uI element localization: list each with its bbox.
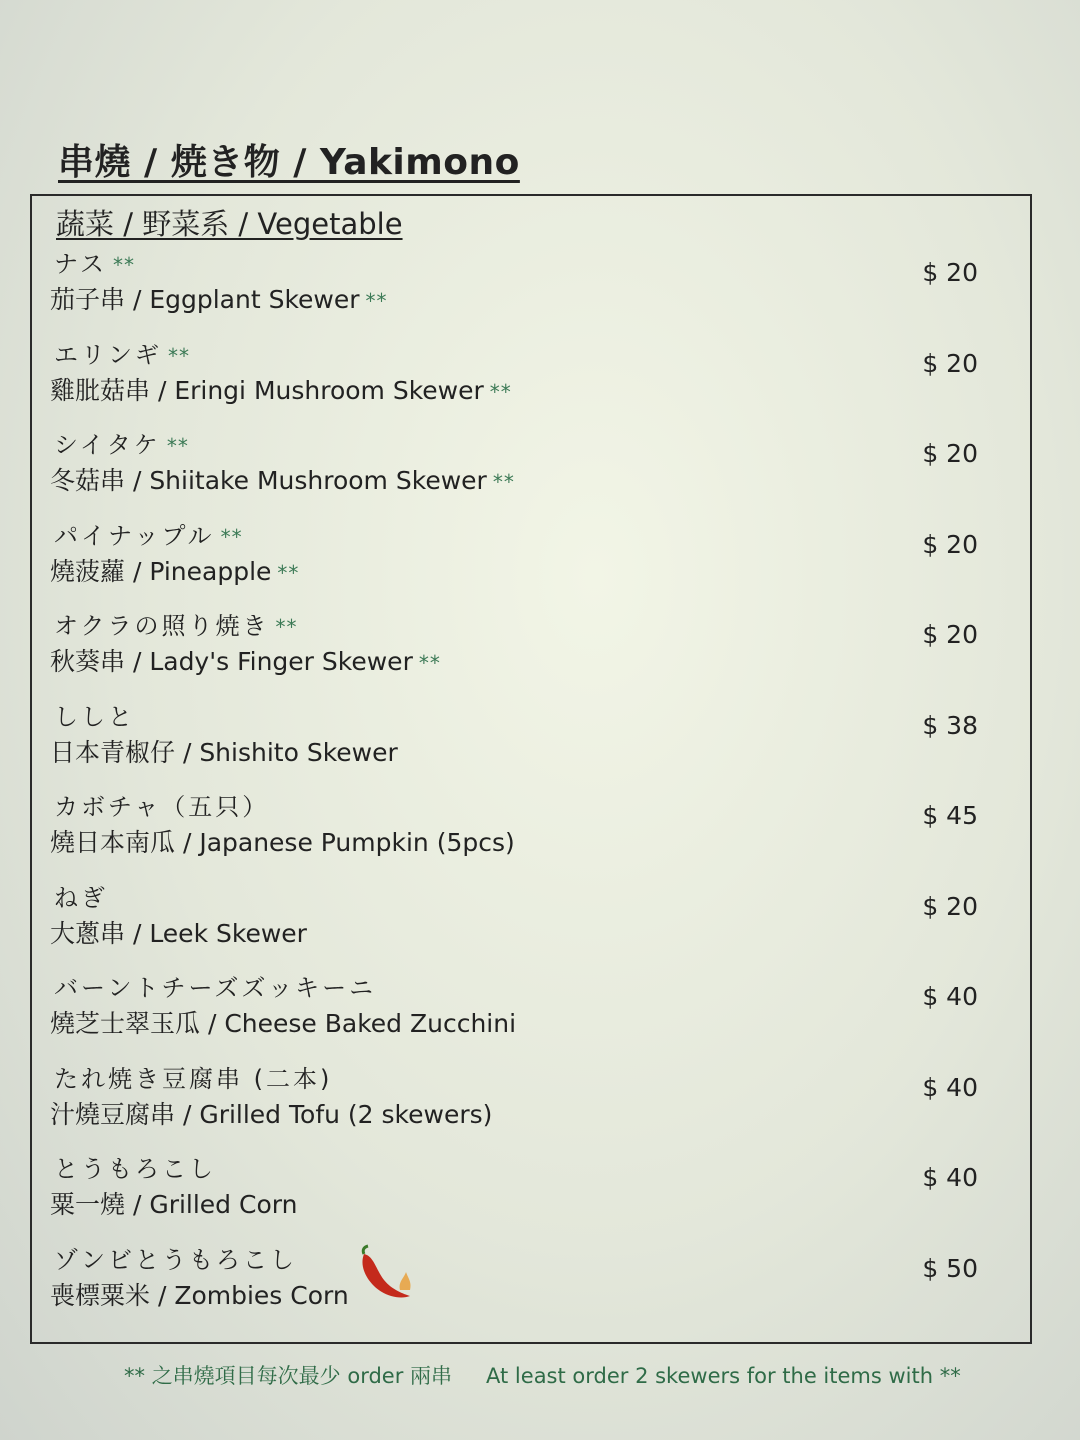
item-english-text: 燒菠蘿 / Pineapple <box>50 556 272 586</box>
item-price: $ 20 <box>922 620 978 649</box>
min-order-mark: ** <box>166 434 189 458</box>
item-japanese-text: ねぎ <box>54 883 108 912</box>
item-japanese-text: シイタケ <box>54 431 161 459</box>
item-english-name <box>50 1004 516 1040</box>
item-english-text: 雞肶菇串 / Eringi Mushroom Skewer <box>50 375 484 405</box>
item-price: $ 20 <box>922 891 978 921</box>
menu-item <box>42 968 1022 1059</box>
item-english-text: 大蔥串 / Leek Skewer <box>50 918 307 948</box>
item-japanese-text: オクラの照り焼き <box>54 612 270 640</box>
item-english-name <box>50 1276 349 1312</box>
menu-item <box>42 1240 1022 1331</box>
item-english-name <box>50 642 441 678</box>
item-english-name <box>50 280 388 316</box>
item-japanese-text: バーントチーズズッキーニ <box>54 974 377 1002</box>
item-english-name <box>50 914 307 950</box>
item-english-name <box>50 371 512 407</box>
item-japanese-name <box>54 606 298 641</box>
menu-item <box>42 516 1022 607</box>
item-price: $ 50 <box>922 1253 978 1283</box>
page-title: 串燒 / 焼き物 / Yakimono <box>58 142 520 183</box>
min-order-mark: ** <box>492 470 515 494</box>
item-price: $ 20 <box>922 258 978 287</box>
item-price: $ 20 <box>922 439 978 468</box>
item-japanese-name <box>54 697 135 732</box>
item-price: $ 40 <box>922 982 978 1011</box>
item-english-text: 喪標粟米 / Zombies Corn <box>50 1280 349 1310</box>
item-english-name <box>50 823 515 859</box>
item-price: $ 45 <box>922 801 978 830</box>
item-english-name <box>50 461 515 497</box>
chili-pepper-icon <box>354 1244 418 1302</box>
min-order-mark: ** <box>365 289 388 313</box>
item-english-name <box>50 733 398 769</box>
item-japanese-text: たれ焼き豆腐串 (二本) <box>54 1064 333 1093</box>
item-price: $ 20 <box>922 529 978 559</box>
menu-items <box>42 244 1022 1330</box>
item-japanese-text: ゾンビとうもろこし <box>54 1245 297 1274</box>
footer-note-chinese: ** 之串燒項目每次最少 order 兩串 <box>124 1364 453 1388</box>
item-english-text: 冬菇串 / Shiitake Mushroom Skewer <box>50 466 487 495</box>
menu-item <box>42 787 1022 878</box>
item-price: $ 20 <box>922 348 978 378</box>
item-english-text: 燒日本南瓜 / Japanese Pumpkin (5pcs) <box>50 828 515 857</box>
item-japanese-text: ししと <box>54 702 135 731</box>
menu-item <box>42 1059 1022 1150</box>
min-order-mark: ** <box>220 524 243 549</box>
menu-item <box>42 697 1022 788</box>
item-japanese-text: カボチャ（五只） <box>54 793 270 821</box>
min-order-mark: ** <box>489 379 512 404</box>
item-price: $ 40 <box>922 1163 978 1192</box>
item-japanese-text: パイナップル <box>54 521 215 550</box>
menu-item <box>42 244 1022 335</box>
menu-box <box>30 194 1032 1344</box>
item-japanese-name <box>54 1240 297 1275</box>
item-price: $ 40 <box>922 1072 978 1102</box>
menu-item <box>42 606 1022 697</box>
item-japanese-name <box>54 335 190 370</box>
item-japanese-name <box>54 1149 216 1184</box>
item-english-name <box>50 1185 297 1221</box>
menu-item <box>42 1149 1022 1240</box>
item-english-text: 粟一燒 / Grilled Corn <box>50 1190 298 1219</box>
min-order-mark: ** <box>168 343 190 368</box>
menu-item <box>42 878 1022 969</box>
item-japanese-name <box>54 244 135 279</box>
footer-note-english: At least order 2 skewers for the items with ** <box>486 1364 961 1388</box>
min-order-mark: ** <box>277 560 300 585</box>
item-english-text: 日本青椒仔 / Shishito Skewer <box>50 737 398 767</box>
menu-item <box>42 425 1022 516</box>
item-japanese-text: ナス <box>54 250 108 278</box>
item-english-text: 茄子串 / Eggplant Skewer <box>50 285 360 314</box>
item-japanese-name <box>54 1059 332 1094</box>
item-english-text: 汁燒豆腐串 / Grilled Tofu (2 skewers) <box>50 1099 493 1129</box>
footer-note <box>124 1360 961 1390</box>
item-japanese-name <box>54 425 189 460</box>
item-english-name <box>50 1095 492 1131</box>
min-order-mark: ** <box>113 253 136 277</box>
item-japanese-text: エリンギ <box>54 340 162 369</box>
item-price: $ 38 <box>922 710 978 740</box>
item-japanese-name <box>54 787 269 822</box>
item-japanese-name <box>54 516 243 551</box>
section-title: 蔬菜 / 野菜系 / Vegetable <box>56 207 403 241</box>
item-japanese-text: とうもろこし <box>54 1155 216 1183</box>
item-japanese-name <box>54 968 376 1003</box>
item-english-name <box>50 552 299 588</box>
item-japanese-name <box>54 878 108 913</box>
item-english-text: 燒芝士翠玉瓜 / Cheese Baked Zucchini <box>50 1009 517 1038</box>
min-order-mark: ** <box>275 615 298 639</box>
item-english-text: 秋葵串 / Lady's Finger Skewer <box>50 647 413 676</box>
menu-item <box>42 335 1022 426</box>
min-order-mark: ** <box>418 651 441 675</box>
